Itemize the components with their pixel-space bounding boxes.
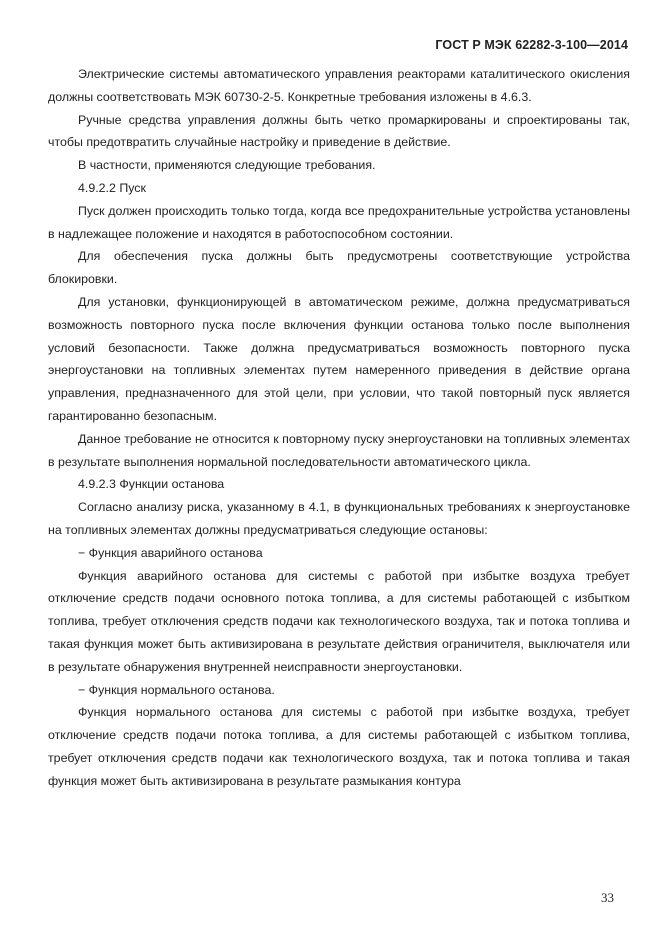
list-item: − Функция аварийного останова [78,545,263,560]
paragraph: Пуск должен происходить только тогда, когда все предохранительные устройства установлены в надлежащее положение и находятся в работоспособном состоянии. [48,203,630,241]
document-body [48,63,630,793]
section-heading: 4.9.2.2 Пуск [78,180,146,195]
paragraph: Для обеспечения пуска должны быть предусмотрены соответствующие устройства блокировки. [48,249,630,287]
section-heading: 4.9.2.3 Функции останова [78,477,225,492]
paragraph: Электрические системы автоматического управления реакторами каталитического окисления должны соответствовать МЭК 60730-2-5. Конкретные требования изложены в 4.6.3. [48,67,630,104]
page-number: 33 [601,890,614,905]
paragraph: Согласно анализу риска, указанному в 4.1, в функциональных требованиях к энергоустановке на топливных элементах должны предусматриваться следующие остановы: [48,500,630,537]
paragraph: Ручные средства управления должны быть четко промаркированы и спроектированы так, чтобы предотвратить случайные настройку и приведение в действие. [48,112,630,150]
document-header: ГОСТ Р МЭК 62282-3-100—2014 [435,38,628,52]
paragraph: Функция нормального останова для системы с работой при избытке воздуха, требует отключение средств подачи потока топлива, а для системы работающей с избытком топлива, требует отключения средств подачи как технологического воздуха, так и потока топлива и такая функция может быть активизирована в результате размыкания контура [48,705,630,788]
paragraph: Функция аварийного останова для системы с работой при избытке воздуха требует отключение средств подачи основного потока топлива, а для системы работающей с избытком топлива, требует отключения средств подачи как технологического воздуха, так и потока топлива и такая функция может быть активизирована в результате действия ограничителя, выключателя или в результате обнаружения внутренней неисправности энергоустановки. [48,568,630,674]
paragraph: Данное требование не относится к повторному пуску энергоустановки на топливных элементах в результате выполнения нормальной последовательности автоматического цикла. [48,431,630,469]
paragraph: В частности, применяются следующие требования. [78,158,376,173]
list-item: − Функция нормального останова. [78,682,275,697]
paragraph: Для установки, функционирующей в автоматическом режиме, должна предусматриваться возможность повторного пуска после включения функции останова только после выполнения условий безопасности. Также должна предусматриваться возможность повторного пуска энергоустановки на топливных элементах путем намеренного приведения в действие органа управления, предназначенного для этой цели, при условии, что такой повторный пуск является гарантированно безопасным. [48,294,630,423]
